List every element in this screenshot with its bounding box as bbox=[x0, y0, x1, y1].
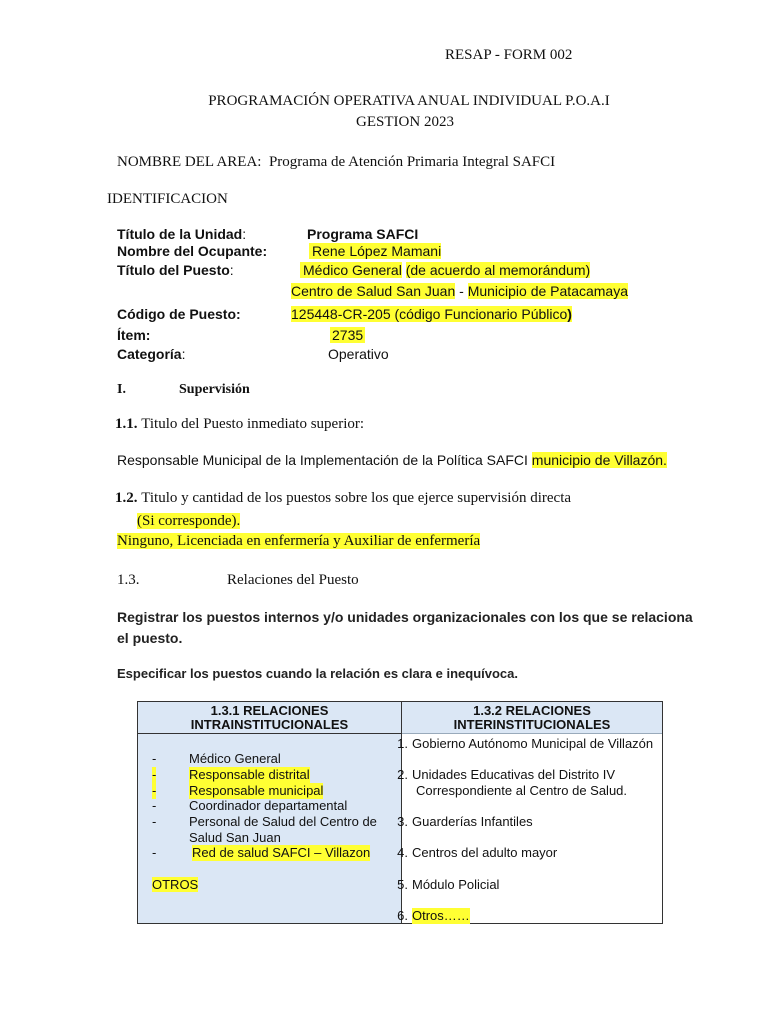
municipality-name: Municipio de Patacamaya bbox=[467, 283, 628, 299]
position-value bbox=[300, 262, 590, 278]
section-1-3-title: Relaciones del Puesto bbox=[227, 572, 359, 588]
list-item bbox=[152, 877, 198, 893]
unit-colon: : bbox=[242, 226, 247, 242]
superior-municipality: municipio de Villazón. bbox=[531, 452, 667, 468]
document-subtitle: GESTION 2023 bbox=[356, 114, 454, 130]
inter-column bbox=[397, 702, 662, 923]
supervision-number: I. bbox=[117, 382, 126, 397]
location-value bbox=[291, 283, 628, 299]
section-1-2-title: Titulo y cantidad de los puestos sobre los que ejerce supervisión directa bbox=[141, 490, 572, 506]
unit-field bbox=[117, 226, 246, 242]
list-number: 6. bbox=[397, 908, 408, 923]
inter-header bbox=[402, 702, 662, 734]
instruction-register: Registrar los puestos internos y/o unidades organizacionales con los que se relaciona el puesto. bbox=[117, 609, 693, 646]
section-1-2 bbox=[115, 490, 571, 507]
list-dash: - bbox=[152, 751, 157, 766]
list-text: Médico General bbox=[189, 751, 281, 766]
list-text: Responsable distrital bbox=[189, 767, 310, 782]
position-name: Médico General bbox=[300, 262, 402, 278]
list-text: Guarderías Infantiles bbox=[412, 814, 533, 829]
position-field bbox=[117, 262, 234, 278]
list-text: Responsable municipal bbox=[189, 783, 324, 798]
list-number: 2. bbox=[397, 767, 408, 782]
category-field bbox=[117, 346, 185, 362]
section-1-2-note-text: (Si corresponde). bbox=[137, 513, 241, 529]
document-title: PROGRAMACIÓN OPERATIVA ANUAL INDIVIDUAL P.O.A.I bbox=[208, 93, 610, 109]
unit-value: Programa SAFCI bbox=[307, 226, 419, 242]
unit-label: Título de la Unidad bbox=[117, 226, 243, 242]
item-label: Ítem: bbox=[117, 327, 151, 343]
intra-column bbox=[138, 702, 402, 923]
inter-header-line2: INTERINSTITUCIONALES bbox=[453, 717, 611, 732]
intra-header bbox=[138, 702, 401, 734]
category-label: Categoría bbox=[117, 346, 182, 362]
section-1-2-note bbox=[137, 513, 240, 530]
center-name: Centro de Salud San Juan bbox=[291, 283, 456, 299]
others-label: OTROS bbox=[152, 877, 199, 892]
supervision-heading bbox=[117, 382, 250, 398]
intra-header-line1: 1.3.1 RELACIONES bbox=[210, 703, 329, 718]
occupant-name: Rene López Mamani bbox=[309, 243, 441, 259]
position-colon: : bbox=[229, 262, 234, 278]
area-label: NOMBRE DEL AREA: bbox=[117, 154, 262, 170]
list-text: Personal de Salud del Centro de bbox=[189, 814, 377, 829]
code-label: Código de Puesto: bbox=[117, 306, 241, 322]
area-value: Programa de Atención Primaria Integral SAFCI bbox=[268, 154, 556, 170]
superior-position: Responsable Municipal de la Implementación de la Política SAFCI bbox=[117, 452, 528, 468]
code-text: 125448-CR-205 (código Funcionario Público bbox=[291, 306, 568, 322]
list-dash: - bbox=[152, 798, 157, 813]
area-line bbox=[117, 154, 555, 171]
list-text: Módulo Policial bbox=[412, 877, 500, 892]
list-text: Coordinador departamental bbox=[189, 798, 348, 813]
section-1-1-number: 1.1. bbox=[115, 416, 138, 432]
item-value bbox=[330, 327, 365, 343]
list-number: 1. bbox=[397, 736, 408, 751]
list-dash: - bbox=[152, 814, 157, 829]
list-number: 4. bbox=[397, 845, 408, 860]
category-value: Operativo bbox=[328, 346, 389, 362]
code-value bbox=[291, 306, 572, 322]
list-text-continued: Correspondiente al Centro de Salud. bbox=[416, 783, 628, 798]
list-number: 5. bbox=[397, 877, 408, 892]
section-1-1-title: Titulo del Puesto inmediato superior: bbox=[141, 416, 365, 432]
list-text: Centros del adulto mayor bbox=[412, 845, 558, 860]
section-1-2-text bbox=[117, 533, 480, 550]
relations-table bbox=[137, 701, 663, 924]
intra-header-line2: INTRAINSTITUCIONALES bbox=[190, 717, 349, 732]
position-note: (de acuerdo al memorándum) bbox=[405, 262, 591, 278]
identification-heading: IDENTIFICACION bbox=[107, 191, 228, 207]
section-1-3 bbox=[117, 572, 359, 589]
position-label: Título del Puesto bbox=[117, 262, 230, 278]
occupant-value bbox=[309, 243, 441, 259]
occupant-label: Nombre del Ocupante: bbox=[117, 243, 268, 259]
supervision-title: Supervisión bbox=[179, 382, 250, 397]
section-1-3-number: 1.3. bbox=[117, 572, 140, 588]
list-text: Otros…… bbox=[412, 908, 470, 923]
section-1-1-text bbox=[117, 452, 667, 468]
list-number: 3. bbox=[397, 814, 408, 829]
instruction-specify: Especificar los puestos cuando la relación es clara e inequívoca. bbox=[117, 666, 518, 681]
section-1-1 bbox=[115, 416, 364, 433]
list-dash: - bbox=[152, 783, 157, 798]
list-dash: - bbox=[152, 767, 157, 782]
form-code: RESAP - FORM 002 bbox=[445, 47, 573, 63]
list-text-continued: Salud San Juan bbox=[189, 830, 281, 845]
list-text: Red de salud SAFCI – Villazon bbox=[192, 845, 371, 860]
center-separator: - bbox=[455, 283, 468, 299]
code-close: ) bbox=[567, 306, 572, 322]
list-text: Unidades Educativas del Distrito IV bbox=[412, 767, 616, 782]
list-text: Gobierno Autónomo Municipal de Villazón bbox=[412, 736, 654, 751]
section-1-2-number: 1.2. bbox=[115, 490, 138, 506]
inter-header-line1: 1.3.2 RELACIONES bbox=[473, 703, 591, 718]
category-colon: : bbox=[181, 346, 186, 362]
list-dash: - bbox=[152, 845, 157, 860]
supervised-positions: Ninguno, Licenciada en enfermería y Auxiliar de enfermería bbox=[117, 533, 481, 549]
item-number: 2735 bbox=[332, 327, 364, 343]
